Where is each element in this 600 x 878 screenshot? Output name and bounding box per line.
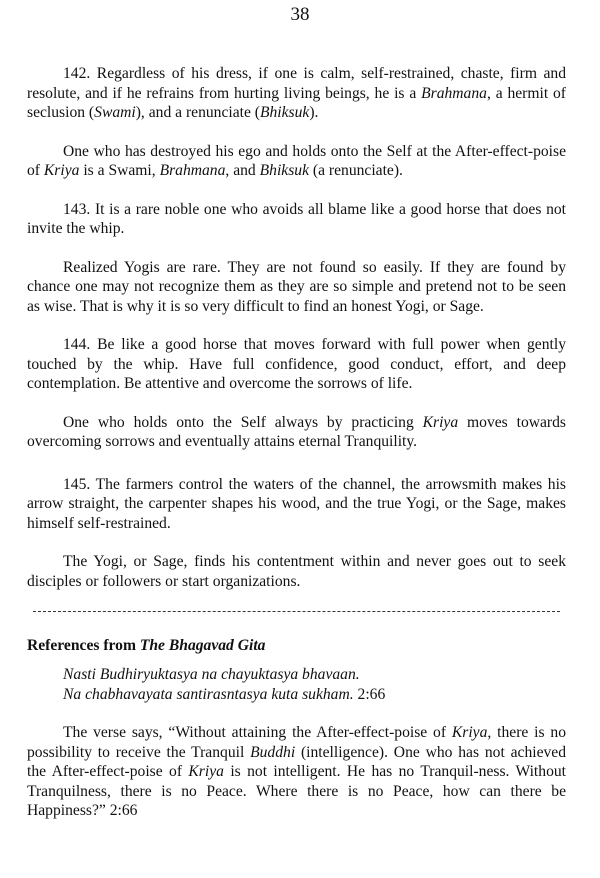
verse-line-2: Na chabhavayata santirasntasya kuta sukham. 2:66 — [63, 685, 386, 703]
paragraph-143: 143. It is a rare noble one who avoids all blame like a good horse that does not invite the whip. — [27, 200, 566, 237]
page-body — [27, 64, 566, 821]
verse-line-1: Nasti Budhiryuktasya na chayuktasya bhavaan. — [63, 666, 360, 683]
sanskrit-verse — [27, 665, 566, 704]
paragraph-144-commentary: One who holds onto the Self always by practicing Kriya moves towards overcoming sorrows and eventually attains eternal Tranquility. — [27, 413, 566, 450]
paragraph-142: 142. Regardless of his dress, if one is calm, self-restrained, chaste, firm and resolute, and if he refrains from hurting living beings, he is a Brahmana, a hermit of seclusion (Swami), and a renunciate (Bhiksuk). — [27, 65, 566, 121]
paragraph-142-commentary: One who has destroyed his ego and holds onto the Self at the After-effect-poise of Kriya is a Swami, Brahmana, and Bhiksuk (a renunciate). — [27, 142, 566, 179]
paragraph-144: 144. Be like a good horse that moves forward with full power when gently touched by the whip. Have full confidence, good conduct, effort, and deep contemplation. Be attentive and overcome the sorrows of life. — [27, 336, 566, 392]
verse-explanation: The verse says, “Without attaining the After-effect-poise of Kriya, there is no possibility to receive the Tranquil Buddhi (intelligence). One who has not achieved the After-effect-poise of Kriya is not intelligent. He has no Tranquil-ness. Without Tranquilness, there is no Peace. Where there is no Peace, how can there be Happiness?” 2:66 — [27, 724, 567, 819]
references-heading: References from The Bhagavad Gita — [27, 637, 266, 654]
section-divider — [33, 611, 560, 612]
paragraph-145-commentary: The Yogi, or Sage, finds his contentment within and never goes out to seek disciples or followers or start organizations. — [27, 553, 566, 590]
paragraph-145: 145. The farmers control the waters of the channel, the arrowsmith makes his arrow straight, the carpenter shapes his wood, and the true Yogi, or the Sage, makes himself self-restrained. — [27, 475, 566, 532]
page-number: 38 — [290, 4, 310, 25]
paragraph-143-commentary: Realized Yogis are rare. They are not found so easily. If they are found by chance one may not recognize them as they are so simple and pretend not to be seen as wise. That is why it is so very difficult to find an honest Yogi, or Sage. — [27, 258, 566, 315]
